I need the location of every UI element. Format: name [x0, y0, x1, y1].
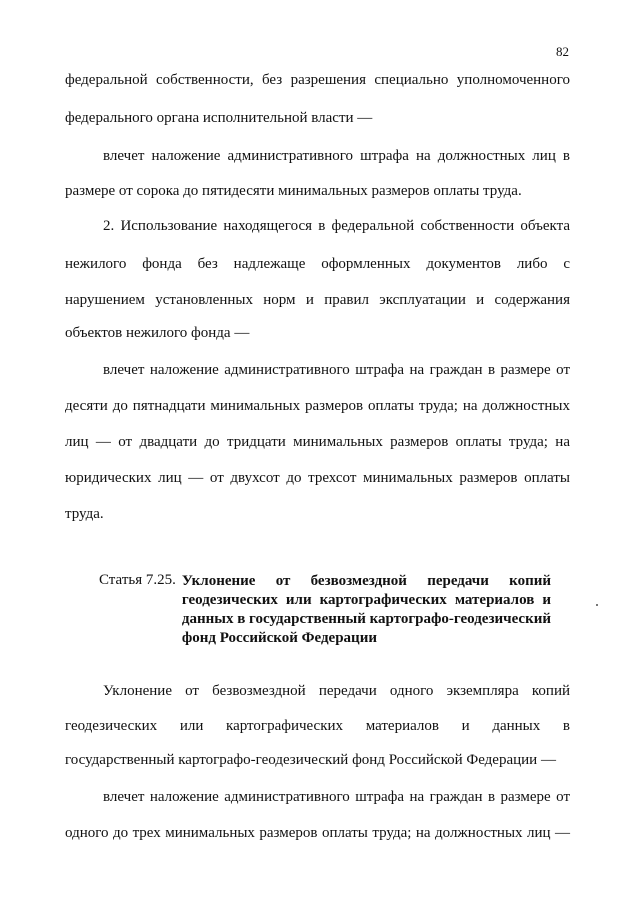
scan-speck — [596, 604, 598, 606]
text-line: нежилого фонда без надлежаще оформленных документов либо с — [65, 256, 570, 272]
text-line: федеральной собственности, без разрешения специально уполномоченного — [65, 72, 570, 88]
text-line: влечет наложение административного штрафа на должностных лиц в — [103, 148, 570, 164]
text-line: размере от сорока до пятидесяти минимальных размеров оплаты труда. — [65, 183, 522, 199]
article-title — [182, 572, 551, 648]
text-line: влечет наложение административного штрафа на граждан в размере от — [103, 789, 570, 805]
page-number: 82 — [556, 44, 569, 59]
text-line: федерального органа исполнительной власти — — [65, 110, 373, 126]
article-heading — [99, 572, 569, 648]
text-line: Уклонение от безвозмездной передачи одного экземпляра копий — [103, 683, 570, 699]
text-line: влечет наложение административного штрафа на граждан в размере от — [103, 362, 570, 378]
text-line: нарушением установленных норм и правил эксплуатации и содержания — [65, 292, 570, 308]
article-title-line: геодезических или картографических материалов и — [181, 592, 552, 608]
text-line: геодезических или картографических материалов и данных в — [65, 718, 570, 734]
article-title-line: данных в государственный картографо-геодезический — [181, 611, 552, 627]
article-title-line: Уклонение от безвозмездной передачи копий — [181, 573, 552, 589]
text-line: государственный картографо-геодезический фонд Российской Федерации — — [65, 752, 556, 768]
article-title-line: фонд Российской Федерации — [181, 630, 377, 646]
text-line: объектов нежилого фонда — — [65, 325, 250, 341]
text-line: лиц — от двадцати до тридцати минимальных размеров оплаты труда; на — [65, 434, 570, 450]
text-line: 2. Использование находящегося в федеральной собственности объекта — [103, 218, 570, 234]
text-line: одного до трех минимальных размеров оплаты труда; на должностных лиц — — [65, 825, 570, 841]
article-label: Статья 7.25. — [99, 572, 176, 588]
text-line: труда. — [65, 506, 104, 522]
text-line: десяти до пятнадцати минимальных размеров оплаты труда; на должностных — [65, 398, 570, 414]
text-line: юридических лиц — от двухсот до трехсот минимальных размеров оплаты — [65, 470, 570, 486]
